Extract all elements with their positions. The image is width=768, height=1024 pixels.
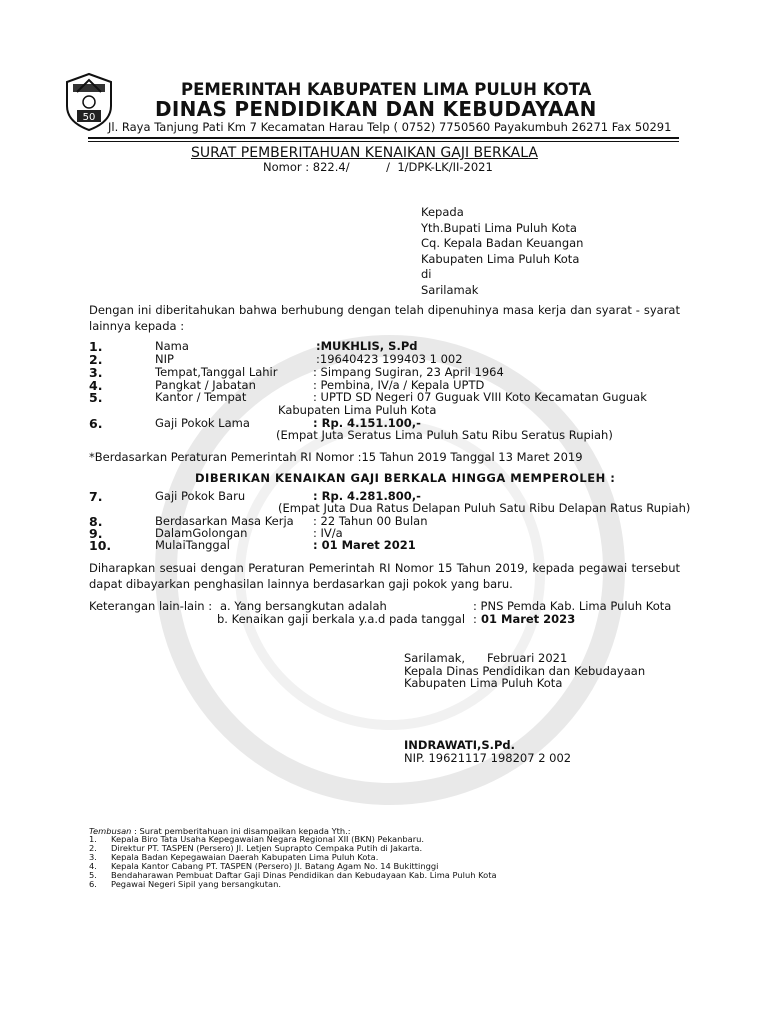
- recipient-line: Kepada: [421, 205, 464, 219]
- field-value-office-cont: Kabupaten Lima Puluh Kota: [278, 403, 437, 417]
- field-value-office: : UPTD SD Negeri 07 Guguak VIII Koto Kecamatan Guguak: [313, 390, 647, 404]
- closing-paragraph: [89, 561, 680, 592]
- cc-item: 1. Kepala Biro Tata Usaha Kepegawaian Negara Regional XII (BKN) Pekanbaru.: [89, 834, 425, 844]
- recipient-line: Kabupaten Lima Puluh Kota: [421, 251, 580, 266]
- cc-header-label: Tembusan: [89, 826, 132, 836]
- field-label: Pangkat / Jabatan: [155, 378, 256, 392]
- header-divider-thin: [88, 141, 679, 142]
- svg-text:50: 50: [82, 112, 96, 123]
- field-label: NIP: [155, 352, 174, 366]
- field-value-service: : 22 Tahun 00 Bulan: [313, 514, 428, 528]
- field-num: 6.: [89, 416, 103, 431]
- header-address: Jl. Raya Tanjung Pati Km 7 Kecamatan Harau Telp ( 0752) 7750560 Payakumbuh 26271 Fax 50291: [108, 120, 672, 134]
- header-department: DINAS PENDIDIKAN DAN KEBUDAYAAN: [155, 97, 597, 121]
- field-label: Nama: [155, 339, 189, 353]
- field-num: 9.: [89, 526, 103, 541]
- field-value-rank: : Pembina, IV/a / Kepala UPTD: [313, 378, 485, 392]
- section-subtitle: DIBERIKAN KENAIKAN GAJI BERKALA HINGGA MEMPEROLEH :: [195, 471, 616, 485]
- cc-list: [89, 835, 497, 888]
- signature-office: Kepala Dinas Pendidikan dan Kebudayaan: [404, 664, 646, 678]
- intro-line: Dengan ini diberitahukan bahwa berhubung dengan telah dipenuhinya masa kerja dan syarat - syarat: [89, 303, 680, 317]
- recipient-line: Cq. Kepala Badan Keuangan: [421, 236, 584, 250]
- signature-name: INDRAWATI,S.Pd.: [404, 738, 516, 752]
- cc-header-text: : Surat pemberitahuan ini disampaikan kepada Yth.:: [131, 826, 351, 836]
- recipient-line: Yth.Bupati Lima Puluh Kota: [421, 220, 577, 235]
- field-num: 2.: [89, 352, 103, 367]
- field-value-nip: :19640423 199403 1 002: [316, 352, 463, 366]
- intro-paragraph: [89, 303, 680, 334]
- field-value-new-salary: : Rp. 4.281.800,-: [313, 489, 421, 503]
- field-num: 5.: [89, 390, 103, 405]
- remarks-b-value: 01 Maret 2023: [481, 612, 576, 626]
- remarks-b-colon: :: [473, 612, 477, 626]
- signature-office-region: Kabupaten Lima Puluh Kota: [404, 676, 563, 690]
- signature-nip: NIP. 19621117 198207 2 002: [404, 751, 572, 765]
- remarks-label: Keterangan lain-lain :: [89, 599, 213, 613]
- recipient-block: [421, 205, 583, 298]
- field-value-grade: : IV/a: [313, 526, 343, 540]
- remarks-a-value: : PNS Pemda Kab. Lima Puluh Kota: [473, 599, 672, 613]
- signature-place-date: Sarilamak, Februari 2021: [404, 651, 568, 665]
- intro-line: lainnya kepada :: [89, 318, 185, 333]
- header-divider-thick: [88, 137, 679, 139]
- regulation-note: *Berdasarkan Peraturan Pemerintah RI Nomor :15 Tahun 2019 Tanggal 13 Maret 2019: [89, 450, 583, 464]
- field-num: 3.: [89, 365, 103, 380]
- field-label: Tempat,Tanggal Lahir: [155, 365, 278, 379]
- field-value-name: :MUKHLIS, S.Pd: [316, 339, 418, 353]
- header-government: PEMERINTAH KABUPATEN LIMA PULUH KOTA: [181, 80, 592, 99]
- cc-item: 5. Bendaharawan Pembuat Daftar Gaji Dinas Pendidikan dan Kebudayaan Kab. Lima Puluh Kota: [89, 869, 497, 880]
- cc-item: 6. Pegawai Negeri Sipil yang bersangkutan.: [89, 878, 282, 889]
- field-num: 4.: [89, 378, 103, 393]
- document-number: Nomor : 822.4/ / 1/DPK-LK/II-2021: [263, 160, 493, 174]
- field-num: 10.: [89, 538, 112, 553]
- closing-line: Diharapkan sesuai dengan Peraturan Pemerintah RI Nomor 15 Tahun 2019, kepada pegawai tersebut: [89, 561, 680, 575]
- field-label: Berdasarkan Masa Kerja: [155, 514, 294, 528]
- field-value-old-salary: : Rp. 4.151.100,-: [313, 416, 421, 430]
- field-value-birth: : Simpang Sugiran, 23 April 1964: [313, 365, 504, 379]
- field-value-start-date: : 01 Maret 2021: [313, 538, 416, 552]
- remarks-a-label: a. Yang bersangkutan adalah: [220, 599, 387, 613]
- closing-line: dapat dibayarkan penghasilan lainnya berdasarkan gaji pokok yang baru.: [89, 576, 513, 591]
- cc-item: 3. Kepala Badan Kepegawaian Daerah Kabupaten Lima Puluh Kota.: [89, 851, 379, 862]
- field-label: Gaji Pokok Lama: [155, 416, 250, 430]
- cc-item: 2. Direktur PT. TASPEN (Persero) Jl. Letjen Suprapto Cempaka Putih di Jakarta.: [89, 842, 423, 853]
- recipient-line: di: [421, 267, 432, 281]
- field-label: Kantor / Tempat: [155, 390, 247, 404]
- recipient-line: Sarilamak: [421, 282, 479, 297]
- old-salary-words: (Empat Juta Seratus Lima Puluh Satu Ribu Seratus Rupiah): [276, 428, 613, 442]
- field-num: 8.: [89, 514, 103, 529]
- remarks-b-label: b. Kenaikan gaji berkala y.a.d pada tanggal: [217, 612, 466, 626]
- field-num: 7.: [89, 489, 103, 504]
- field-label: Gaji Pokok Baru: [155, 489, 246, 503]
- field-num: 1.: [89, 339, 103, 354]
- new-salary-words: (Empat Juta Dua Ratus Delapan Puluh Satu Ribu Delapan Ratus Rupiah): [278, 501, 691, 515]
- field-label: MulaiTanggal: [155, 538, 230, 552]
- field-label: DalamGolongan: [155, 526, 248, 540]
- cc-item: 4. Kepala Kantor Cabang PT. TASPEN (Persero) Jl. Batang Agam No. 14 Bukittinggi: [89, 860, 439, 871]
- document-title: SURAT PEMBERITAHUAN KENAIKAN GAJI BERKALA: [191, 145, 538, 161]
